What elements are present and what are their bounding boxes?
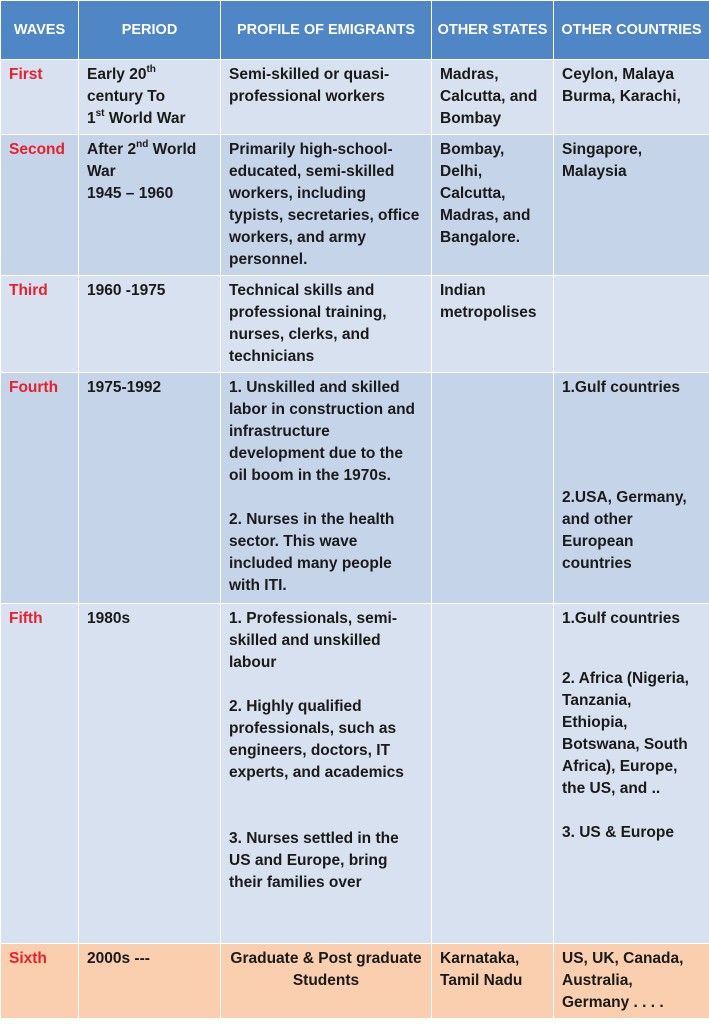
period-cell: [79, 60, 221, 135]
table-row-sixth: [1, 944, 709, 1019]
profile-cell: Primarily high-school-educated, semi-skilled workers, including typists, secretaries, office workers, and army personnel.: [221, 135, 432, 276]
country-item: 2. Africa (Nigeria, Tanzania, Ethiopia, Botswana, South Africa), Europe, the US, and ..: [562, 670, 689, 797]
country-item: 1.Gulf countries: [562, 379, 680, 396]
profile-item: 1. Unskilled and skilled labor in construction and infrastructure development due to the oil boom in the 1970s.: [229, 379, 416, 484]
wave-label: Second: [1, 135, 79, 276]
profile-item: 2. Highly qualified professionals, such as engineers, doctors, IT experts, and academics: [229, 698, 404, 781]
country-item: 2.USA, Germany, and other European countries: [562, 489, 687, 572]
header-period: PERIOD: [79, 1, 221, 60]
country-item: 1.Gulf countries: [562, 610, 680, 627]
states-cell: [432, 373, 554, 604]
wave-label: Fourth: [1, 373, 79, 604]
profile-cell: [221, 373, 432, 604]
header-waves: WAVES: [1, 1, 79, 60]
states-cell: Bombay, Delhi, Calcutta, Madras, and Bangalore.: [432, 135, 554, 276]
period-cell: 1960 -1975: [79, 276, 221, 373]
profile-cell: [221, 604, 432, 944]
period-cell: 1975-1992: [79, 373, 221, 604]
profile-item: 2. Nurses in the health sector. This wave included many people with ITI.: [229, 511, 395, 594]
profile-item: 3. Nurses settled in the US and Europe, bring their families over: [229, 830, 399, 891]
wave-label: Sixth: [1, 944, 79, 1019]
wave-label: First: [1, 60, 79, 135]
wave-label: Third: [1, 276, 79, 373]
header-profile: PROFILE OF EMIGRANTS: [221, 1, 432, 60]
header-row: [1, 1, 709, 60]
period-text: Early 20: [87, 66, 147, 83]
period-text: After 2: [87, 141, 137, 158]
period-sup: st: [95, 107, 105, 119]
profile-cell: Semi-skilled or quasi-professional workers: [221, 60, 432, 135]
header-other-countries: OTHER COUNTRIES: [554, 1, 709, 60]
period-text: century To: [87, 88, 166, 105]
period-text: 1: [87, 110, 96, 127]
period-text: 1945 – 1960: [87, 185, 174, 202]
profile-cell: Technical skills and professional training, nurses, clerks, and technicians: [221, 276, 432, 373]
country-item: 3. US & Europe: [562, 824, 674, 841]
period-text: World War: [87, 141, 197, 180]
wave-label: Fifth: [1, 604, 79, 944]
period-cell: 2000s ---: [79, 944, 221, 1019]
header-other-states: OTHER STATES: [432, 1, 554, 60]
countries-cell: [554, 276, 709, 373]
countries-cell: US, UK, Canada, Australia, Germany . . . .: [554, 944, 709, 1019]
table-row-second: [1, 135, 709, 276]
profile-item: 1. Professionals, semi-skilled and unskilled labour: [229, 610, 397, 671]
table-row-third: [1, 276, 709, 373]
states-cell: Madras, Calcutta, and Bombay: [432, 60, 554, 135]
period-cell: [79, 135, 221, 276]
states-cell: Karnataka, Tamil Nadu: [432, 944, 554, 1019]
period-sup: nd: [136, 138, 149, 150]
states-cell: [432, 604, 554, 944]
countries-cell: Singapore, Malaysia: [554, 135, 709, 276]
table-row-fifth: [1, 604, 709, 944]
period-text: World War: [104, 110, 186, 127]
countries-cell: [554, 604, 709, 944]
table-row-fourth: [1, 373, 709, 604]
countries-cell: Ceylon, Malaya Burma, Karachi,: [554, 60, 709, 135]
states-cell: Indian metropolises: [432, 276, 554, 373]
period-cell: 1980s: [79, 604, 221, 944]
profile-cell: Graduate & Post graduate Students: [221, 944, 432, 1019]
countries-cell: [554, 373, 709, 604]
table-row-first: [1, 60, 709, 135]
period-sup: th: [146, 63, 156, 75]
